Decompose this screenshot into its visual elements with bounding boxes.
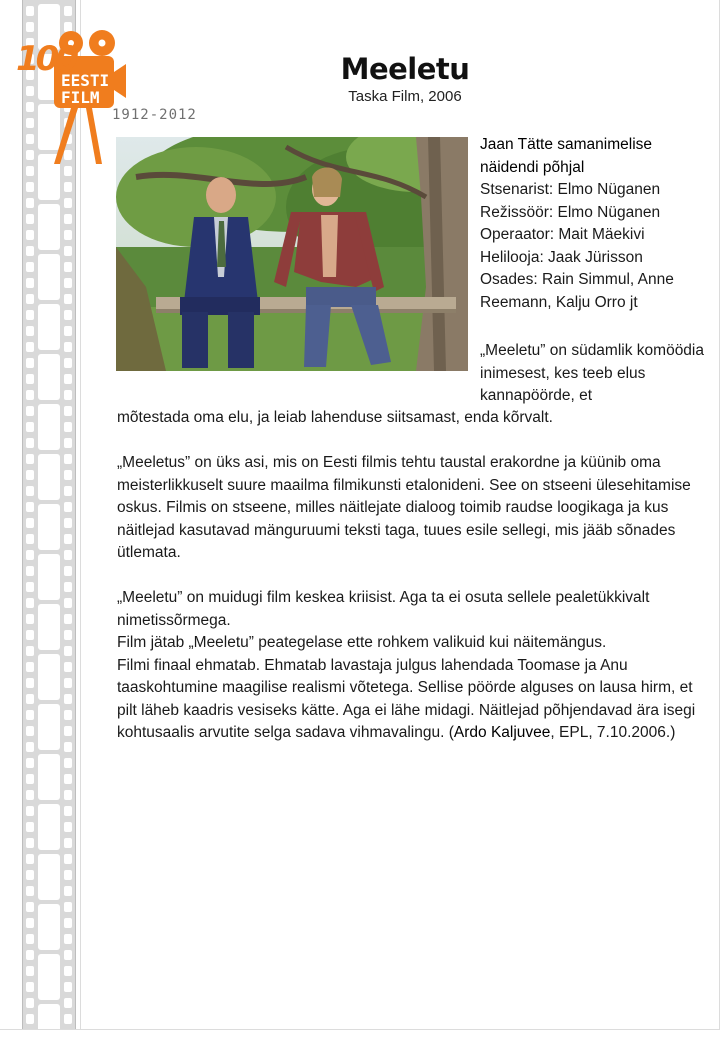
film-perforation: [26, 374, 34, 384]
film-perforation: [26, 566, 34, 576]
film-frame: [38, 354, 60, 400]
film-perforation: [64, 438, 72, 448]
film-perforation: [64, 518, 72, 528]
film-perforation: [64, 806, 72, 816]
film-frame: [38, 654, 60, 700]
film-perforation: [26, 294, 34, 304]
film-perforation: [64, 294, 72, 304]
film-perforation: [26, 534, 34, 544]
logo-line1: EESTI: [61, 71, 110, 90]
film-perforation: [26, 774, 34, 784]
film-perforation: [26, 790, 34, 800]
film-frame: [38, 404, 60, 450]
credits-block: [480, 134, 710, 314]
film-frame: [38, 554, 60, 600]
film-perforation: [26, 358, 34, 368]
review-source: , EPL, 7.10.2006.): [550, 724, 676, 741]
film-perforation: [26, 310, 34, 320]
film-perforation: [64, 710, 72, 720]
film-frame: [38, 804, 60, 850]
film-perforation: [26, 278, 34, 288]
film-perforation: [26, 854, 34, 864]
film-perforation: [64, 774, 72, 784]
eesti-film-100-logo: [16, 26, 128, 166]
intro-paragraph: „Meeletu” on südamlik komöödia inimesest, kes teeb elus kannapöörde, et: [480, 342, 704, 404]
film-perforation: [64, 566, 72, 576]
film-frame: [38, 254, 60, 300]
credits-lead-line2: näidendi põhjal: [480, 158, 585, 176]
credits-cast-line1: Osades: Rain Simmul, Anne: [480, 271, 674, 288]
logo-years: 1912-2012: [112, 107, 197, 123]
film-perforation: [26, 630, 34, 640]
logo-line2: FILM: [61, 88, 100, 107]
film-perforation: [26, 982, 34, 992]
film-perforation: [26, 998, 34, 1008]
film-title: Meeletu: [340, 52, 470, 86]
film-perforation: [64, 342, 72, 352]
film-perforation: [64, 598, 72, 608]
film-frame: [38, 854, 60, 900]
film-perforation: [64, 678, 72, 688]
film-perforation: [64, 230, 72, 240]
film-frame: [38, 504, 60, 550]
film-frame: [38, 204, 60, 250]
film-frame: [38, 904, 60, 950]
film-perforation: [26, 742, 34, 752]
film-perforation: [64, 854, 72, 864]
film-perforation: [64, 886, 72, 896]
review-paragraph-2: „Meeletus” on üks asi, mis on Eesti filmis tehtu taustal erakordne ja küünib oma meisterlikkuselt suure maailma filmikunsti etalonideni. See on stseeni ülesehitamise oskus. Filmis on stseene, milles näitlejate dialoog toimib raudse loogikaga ja kus näitlejad kasutavad mänguruumi teksti taga, tuues esile sellegi, mis jääb sõnades ütlemata.: [117, 454, 691, 561]
film-perforation: [64, 630, 72, 640]
film-perforation: [26, 390, 34, 400]
film-perforation: [64, 694, 72, 704]
film-perforation: [26, 486, 34, 496]
film-perforation: [26, 246, 34, 256]
film-perforation: [26, 918, 34, 928]
film-perforation: [64, 726, 72, 736]
film-perforation: [64, 310, 72, 320]
film-frame: [38, 1004, 60, 1050]
film-perforation: [26, 614, 34, 624]
film-perforation: [26, 758, 34, 768]
film-studio-year: Taska Film, 2006: [348, 88, 462, 105]
film-perforation: [26, 342, 34, 352]
film-perforation: [26, 1014, 34, 1024]
credits-composer: Helilooja: Jaak Jürisson: [480, 248, 643, 266]
film-perforation: [26, 262, 34, 272]
review-p3-text: Filmi finaal ehmatab. Ehmatab lavastaja julgus lahendada Toomase ja Anu taaskohtumine maagilise realismi võtetega. Sellise pöörde alguses on lausa hirm, et pilt läheb kaadris vesiseks kätte. Aga ei lähe midagi. Näitlejad põhjendavad ära isegi kohtusaalis arvutite selga sadava vihmavalingu. (: [117, 656, 696, 741]
film-perforation: [64, 934, 72, 944]
film-perforation: [64, 326, 72, 336]
film-perforation: [26, 182, 34, 192]
film-perforation: [64, 534, 72, 544]
film-perforation: [64, 582, 72, 592]
review-p3-line-b: Film jätab „Meeletu” peategelase ette rohkem valikuid kui näitemängus.: [117, 634, 607, 651]
intro-paragraph-continuation: mõtestada oma elu, ja leiab lahenduse siitsamast, enda kõrvalt.: [117, 409, 553, 426]
film-perforation: [26, 726, 34, 736]
film-perforation: [64, 966, 72, 976]
film-perforation: [64, 454, 72, 464]
film-perforation: [64, 918, 72, 928]
film-frame: [38, 604, 60, 650]
film-perforation: [64, 790, 72, 800]
film-perforation: [26, 966, 34, 976]
film-perforation: [26, 662, 34, 672]
film-perforation: [26, 678, 34, 688]
film-perforation: [64, 998, 72, 1008]
film-perforation: [26, 214, 34, 224]
film-perforation: [64, 470, 72, 480]
film-frame: [38, 304, 60, 350]
film-perforation: [64, 486, 72, 496]
film-perforation: [26, 646, 34, 656]
film-perforation: [64, 502, 72, 512]
film-perforation: [26, 886, 34, 896]
credits-screenwriter: Stsenarist: Elmo Nüganen: [480, 181, 661, 198]
film-perforation: [64, 838, 72, 848]
film-perforation: [64, 166, 72, 176]
credits-cinematographer: Operaator: Mait Mäekivi: [480, 226, 645, 243]
film-perforation: [64, 182, 72, 192]
film-perforation: [26, 6, 34, 16]
film-still-photo: [116, 137, 468, 371]
film-perforation: [26, 822, 34, 832]
film-perforation: [26, 198, 34, 208]
film-perforation: [26, 422, 34, 432]
film-perforation: [26, 934, 34, 944]
logo-number: 100: [16, 39, 75, 79]
film-perforation: [64, 374, 72, 384]
film-perforation: [26, 230, 34, 240]
film-perforation: [26, 502, 34, 512]
film-frame: [38, 454, 60, 500]
film-perforation: [64, 390, 72, 400]
film-perforation: [64, 662, 72, 672]
film-perforation: [64, 214, 72, 224]
film-frame: [38, 954, 60, 1000]
film-perforation: [26, 166, 34, 176]
film-perforation: [26, 518, 34, 528]
film-perforation: [64, 198, 72, 208]
film-perforation: [64, 902, 72, 912]
film-perforation: [26, 950, 34, 960]
film-perforation: [64, 870, 72, 880]
film-perforation: [64, 822, 72, 832]
film-perforation: [64, 422, 72, 432]
review-author: Ardo Kaljuvee: [453, 724, 551, 741]
film-perforation: [64, 550, 72, 560]
review-p3-line-c: [117, 655, 697, 745]
film-perforation: [64, 358, 72, 368]
film-perforation: [26, 550, 34, 560]
film-perforation: [64, 742, 72, 752]
credits-director: Režissöör: Elmo Nüganen: [480, 203, 661, 221]
film-perforation: [64, 982, 72, 992]
film-perforation: [26, 598, 34, 608]
film-perforation: [26, 806, 34, 816]
film-perforation: [64, 6, 72, 16]
credits-cast-line2: Reemann, Kalju Orro jt: [480, 293, 638, 311]
film-perforation: [64, 614, 72, 624]
review-p3-line-a: „Meeletu” on muidugi film keskea kriisist. Aga ta ei osuta sellele pealetükkivalt nimetissõrmega.: [117, 589, 650, 629]
film-perforation: [26, 406, 34, 416]
film-perforation: [26, 470, 34, 480]
film-frame: [38, 754, 60, 800]
film-perforation: [64, 278, 72, 288]
film-perforation: [64, 406, 72, 416]
credits-lead-line1: Jaan Tätte samanimelise: [480, 136, 653, 153]
film-frame: [38, 704, 60, 750]
film-perforation: [64, 950, 72, 960]
film-perforation: [26, 454, 34, 464]
film-perforation: [64, 1014, 72, 1024]
film-perforation: [26, 710, 34, 720]
film-perforation: [26, 438, 34, 448]
film-perforation: [26, 902, 34, 912]
film-perforation: [64, 646, 72, 656]
film-perforation: [26, 326, 34, 336]
review-paragraph-3: [117, 587, 697, 745]
film-perforation: [64, 758, 72, 768]
film-perforation: [26, 582, 34, 592]
film-perforation: [26, 870, 34, 880]
film-perforation: [26, 694, 34, 704]
film-perforation: [64, 246, 72, 256]
film-perforation: [26, 838, 34, 848]
film-perforation: [64, 262, 72, 272]
